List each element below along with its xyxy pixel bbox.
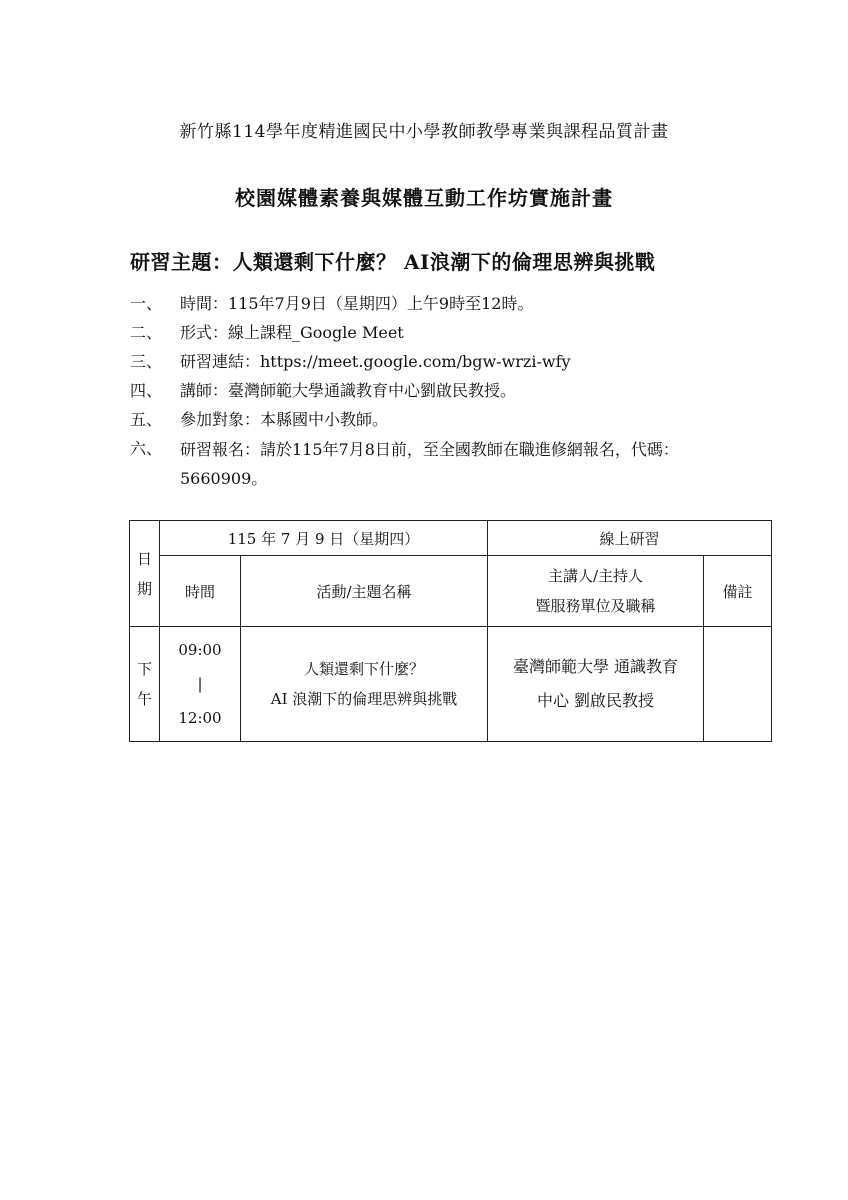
- item-text: 研習連結：https://meet.google.com/bgw-wrzi-wfy: [180, 352, 571, 371]
- activity-cell: [241, 627, 488, 742]
- col-header-note: 備註: [704, 556, 772, 627]
- time-separator: |: [197, 675, 203, 693]
- activity-line: AI 浪潮下的倫理思辨與挑戰: [270, 690, 458, 708]
- item-number: 四、: [130, 381, 163, 400]
- note-cell: [704, 627, 772, 742]
- item-text: 時間：115年7月9日（星期四）上午9時至12時。: [180, 294, 534, 313]
- time-cell: [160, 627, 241, 742]
- time-end: 12:00: [178, 709, 222, 727]
- time-start: 09:00: [178, 641, 222, 659]
- workshop-topic: 研習主題：人類還剩下什麼？ AI浪潮下的倫理思辨與挑戰: [130, 250, 656, 274]
- item-text: 參加對象：本縣國中小教師。: [180, 410, 389, 429]
- page-title: 校園媒體素養與媒體互動工作坊實施計畫: [235, 186, 613, 210]
- activity-line: 人類還剩下什麼？: [303, 660, 424, 678]
- date-label-char: 日: [136, 549, 152, 568]
- speaker-line: 臺灣師範大學 通識教育: [512, 657, 679, 676]
- speaker-line: 中心 劉啟民教授: [536, 691, 655, 710]
- session-char: 午: [136, 690, 152, 708]
- list-item-lecturer: [130, 379, 730, 408]
- plan-header: 新竹縣114學年度精進國民中小學教師教學專業與課程品質計畫: [179, 122, 669, 142]
- list-item-registration: [130, 437, 730, 493]
- col-header-time: 時間: [160, 556, 241, 627]
- list-item-format: [130, 321, 730, 350]
- speaker-header-line: 主講人/主持人: [547, 567, 644, 585]
- col-header-activity: 活動/主題名稱: [241, 556, 488, 627]
- item-number: 五、: [130, 410, 163, 429]
- item-number: 二、: [130, 323, 163, 342]
- schedule-table: [129, 520, 772, 742]
- list-item-time: [130, 292, 730, 321]
- table-row: [130, 627, 772, 742]
- item-number: 三、: [130, 352, 163, 371]
- list-item-link: [130, 350, 730, 379]
- item-text: 講師：臺灣師範大學通識教育中心劉啟民教授。: [180, 381, 517, 400]
- date-label-char: 期: [136, 579, 152, 598]
- date-label-cell: [130, 521, 160, 627]
- col-header-speaker: [488, 556, 704, 627]
- item-text: 研習報名：請於115年7月8日前，至全國教師在職進修網報名，代碼：5660909。: [180, 440, 679, 488]
- session-char: 下: [136, 660, 152, 678]
- item-number: 一、: [130, 294, 163, 313]
- info-list: [130, 292, 730, 493]
- list-item-audience: [130, 408, 730, 437]
- table-header-row: [130, 556, 772, 627]
- item-number: 六、: [130, 439, 163, 458]
- session-cell: [130, 627, 160, 742]
- speaker-header-line: 暨服務單位及職稱: [535, 597, 656, 615]
- item-text: 形式：線上課程_Google Meet: [180, 323, 404, 342]
- date-value-cell: 115 年 7 月 9 日（星期四）: [160, 521, 488, 556]
- speaker-cell: [488, 627, 704, 742]
- table-row: [130, 521, 772, 556]
- mode-cell: 線上研習: [488, 521, 772, 556]
